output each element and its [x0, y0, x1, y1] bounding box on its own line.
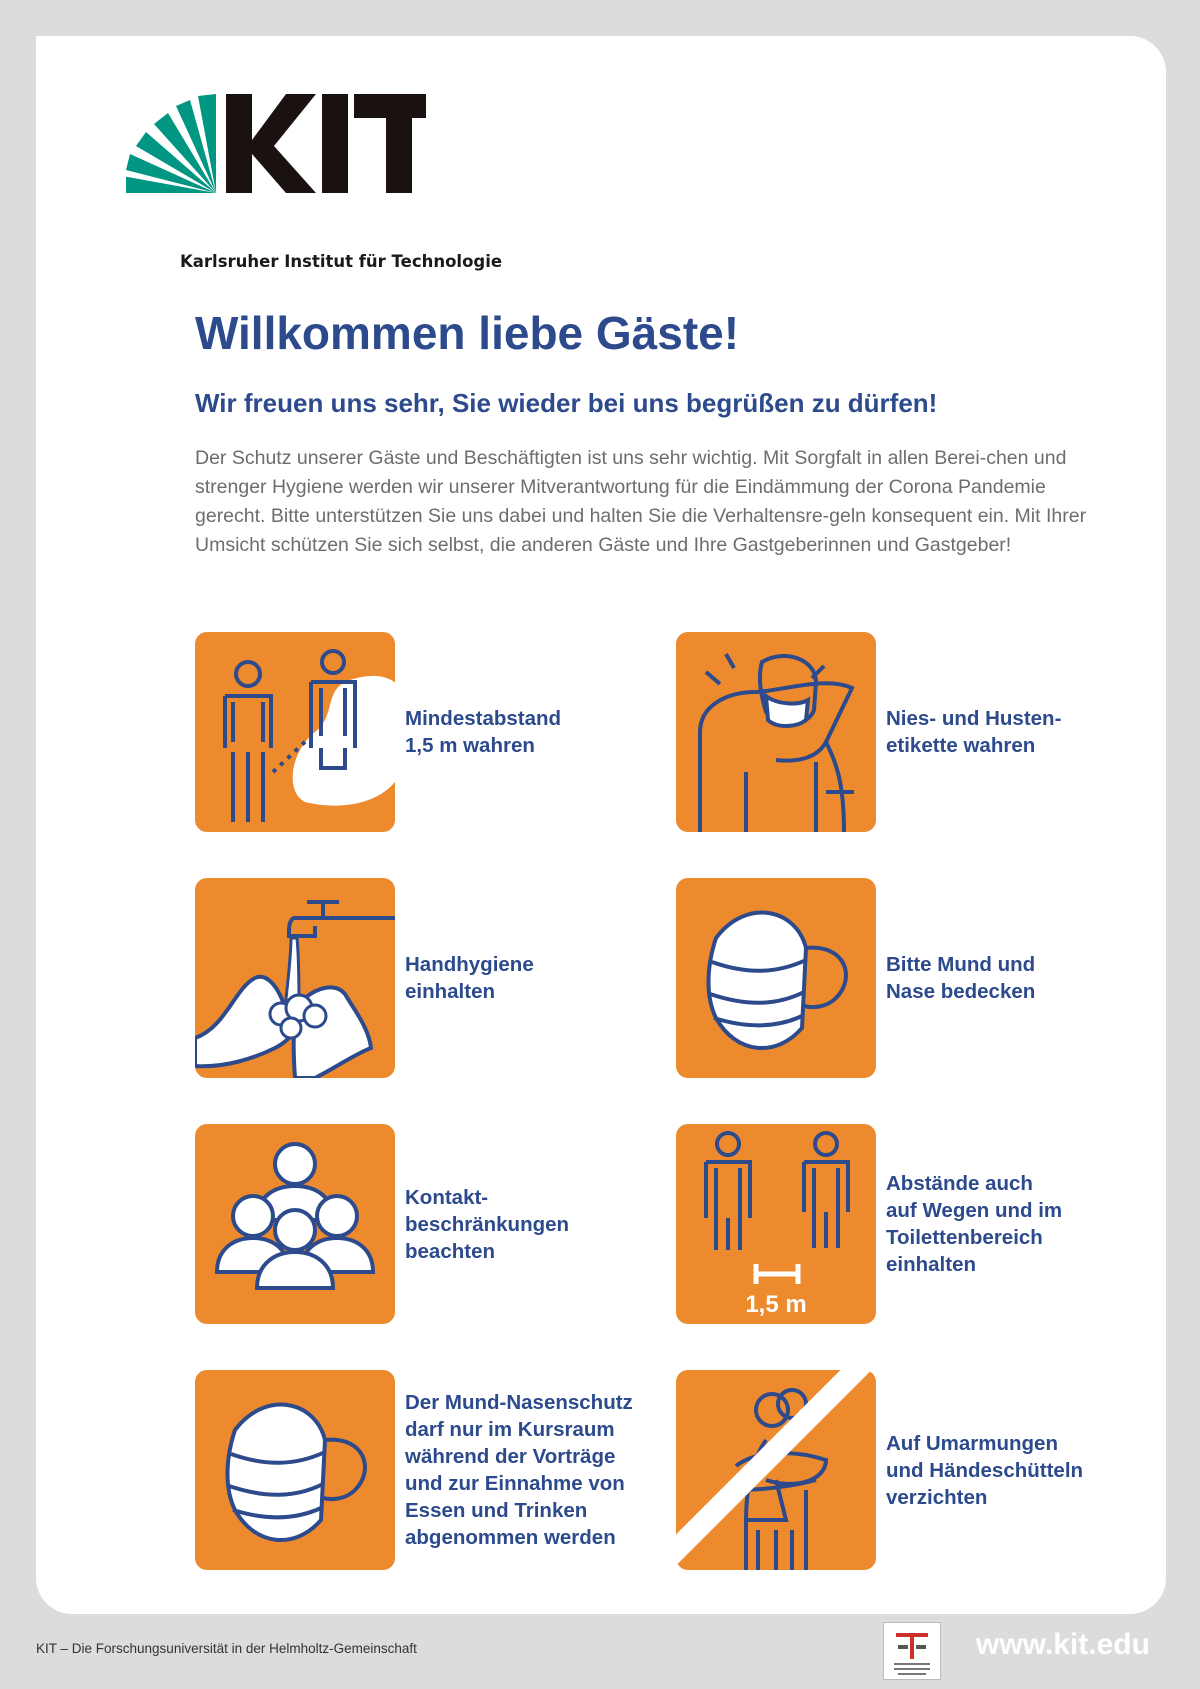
rule-sneeze-etiquette [676, 632, 1061, 832]
certificate-seal [883, 1622, 941, 1680]
page-title: Willkommen liebe Gäste! [195, 307, 740, 359]
rule-cover-mouth-nose [676, 878, 1035, 1078]
rule-tile [195, 1370, 395, 1570]
rule-tile [676, 1370, 876, 1570]
rule-contact-restrictions [195, 1124, 569, 1324]
rule-label: Mindestabstand 1,5 m wahren [405, 707, 562, 757]
footer-tagline: KIT – Die Forschungsuniversität in der Helmholtz-Gemeinschaft [36, 1641, 417, 1656]
face-mask-icon [195, 1370, 395, 1570]
rule-label: Auf Umarmungen und Händeschütteln verzichten [886, 1431, 1084, 1509]
rule-min-distance [195, 632, 561, 832]
kit-logo-subtitle: Karlsruher Institut für Technologie [180, 252, 503, 271]
rule-tile [195, 1124, 395, 1324]
kit-letters-icon [226, 94, 426, 193]
certificate-seal-icon [884, 1623, 940, 1679]
distance-measure-icon [676, 1124, 876, 1324]
rule-hand-hygiene [195, 878, 534, 1078]
rule-label: Handhygiene einhalten [405, 953, 534, 1003]
intro-paragraph: Der Schutz unserer Gäste und Beschäftigten ist uns sehr wichtig. Mit Sorgfalt in allen Berei-chen und strenger Hygiene werden wir unserer Mitverantwortung für die Eindämmung der Corona Pandemie gerecht. Bitte unterstützen Sie uns dabei und halten Sie die Verhaltensre-geln konsequent ein. Mit Ihrer Umsicht schützen Sie sich selbst, die anderen Gäste und Ihre Gastgeberinnen und Gastgeber! [195, 447, 1087, 556]
rule-mask-removal [195, 1370, 633, 1570]
kit-fan-icon [126, 94, 216, 193]
footer-url-link[interactable]: www.kit.edu [976, 1628, 1150, 1661]
rule-tile [676, 878, 876, 1078]
rule-tile [195, 632, 395, 832]
rule-label: Abstände auch auf Wegen und im Toilettenbereich einhalten [886, 1172, 1063, 1276]
rule-distance-paths [676, 1124, 1062, 1324]
rule-tile [676, 632, 876, 832]
face-mask-icon [676, 878, 876, 1078]
poster-page [36, 36, 1166, 1614]
no-hugging-icon [676, 1370, 876, 1570]
rule-no-hugging [676, 1370, 1083, 1570]
page-subtitle: Wir freuen uns sehr, Sie wieder bei uns begrüßen zu dürfen! [195, 388, 938, 418]
group-contacts-icon [195, 1124, 395, 1324]
rule-tile [676, 1124, 876, 1324]
rule-tile [195, 878, 395, 1078]
hand-washing-icon [195, 878, 395, 1078]
sneeze-elbow-icon [676, 632, 876, 832]
distance-people-icon [195, 632, 395, 832]
rule-label: Bitte Mund und Nase bedecken [886, 953, 1036, 1003]
distance-measure-label: 1,5 m [745, 1291, 807, 1318]
rule-label: Der Mund-Nasenschutz darf nur im Kursraum während der Vorträge und zur Einnahme von Essen und Trinken abgenommen werden [405, 1391, 633, 1549]
kit-logo-mark [126, 88, 426, 248]
kit-logo [126, 88, 503, 271]
rule-label: Kontakt- beschränkungen beachten [405, 1185, 570, 1263]
rule-label: Nies- und Husten- etikette wahren [886, 707, 1062, 757]
